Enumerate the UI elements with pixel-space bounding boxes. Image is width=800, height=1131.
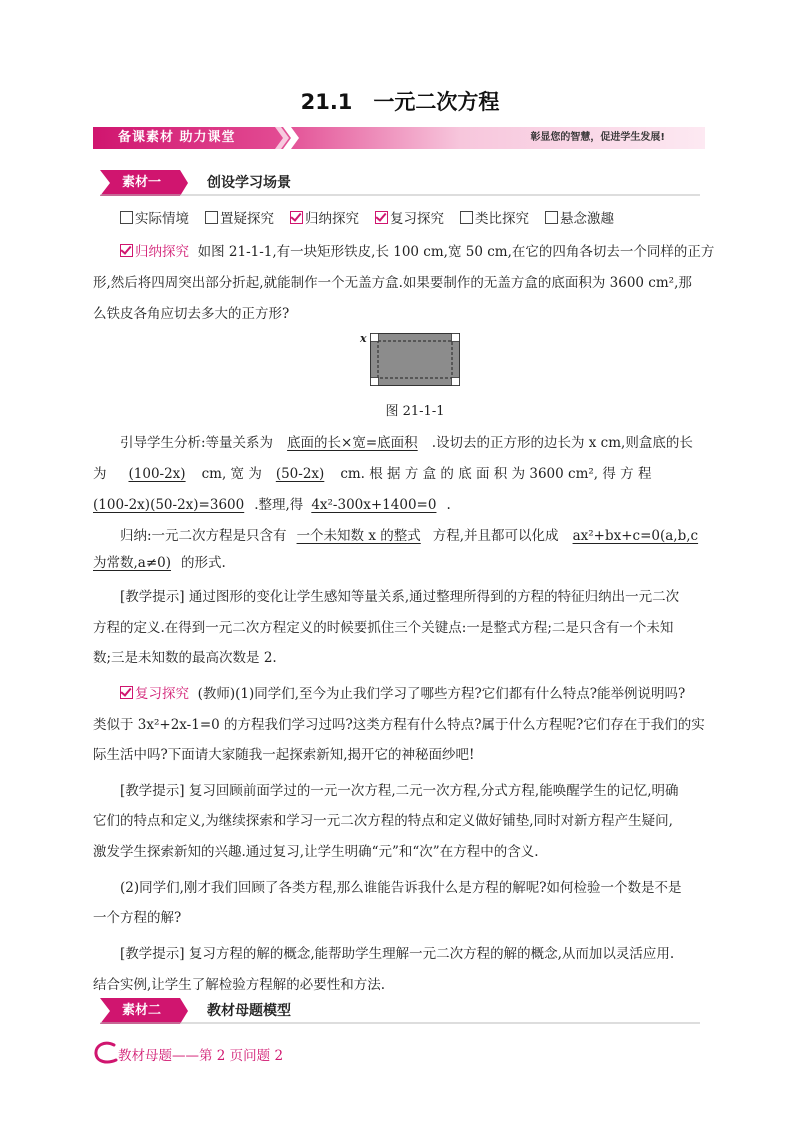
checkbox-icon[interactable]	[120, 211, 133, 224]
section-header-1	[100, 170, 700, 196]
section-1-title: 创设学习场景	[207, 175, 291, 191]
paragraph-2-line-2: 为 (100-2x) cm, 宽 为 (50-2x) cm. 根 据 方 盒 的 底 面 积 为 3600 cm², 得 方 程	[93, 466, 652, 482]
checked-checkbox-icon[interactable]	[290, 211, 303, 224]
checkbox-item-5[interactable]: 类比探究	[460, 211, 529, 227]
checked-checkbox-icon[interactable]	[375, 211, 388, 224]
section-1-tag: 素材一	[122, 175, 162, 190]
paragraph-4-line-3: 数;三是未知数的最高次数是 2.	[93, 650, 277, 666]
banner-label: 备课素材 助力课堂	[118, 130, 236, 145]
checkbox-icon[interactable]	[205, 211, 218, 224]
checkbox-row	[120, 209, 630, 229]
paragraph-8-line-2: 结合实例,让学生了解检验方程解的必要性和方法.	[93, 977, 386, 993]
banner-slogan: 彰显您的智慧，促进学生发展!	[530, 132, 665, 143]
paragraph-5-line-3: 际生活中吗?下面请大家随我一起探索新知,揭开它的神秘面纱吧!	[93, 747, 475, 763]
paragraph-3-line-1: 归纳:一元二次方程是只含有 一个未知数 x 的整式 方程,并且都可以化成 ax²+bx+c=0(a,b,c	[120, 528, 699, 544]
paragraph-6-line-3: 激发学生探索新知的兴趣.通过复习,让学生明确“元”和“次”在方程中的含义.	[93, 844, 539, 860]
paragraph-1-line-2: 形,然后将四周突出部分折起,就能制作一个无盖方盒.如果要制作的无盖方盒的底面积为 3600 cm²,那	[93, 275, 692, 291]
figure-caption: 图 21-1-1	[385, 404, 445, 419]
paragraph-6-line-1: [教学提示] 复习回顾前面学过的一元一次方程,二元一次方程,分式方程,能唤醒学生的记忆,明确	[120, 783, 679, 799]
paragraph-3-line-2: 为常数,a≠0) 的形式.	[93, 555, 226, 571]
checked-checkbox-icon	[120, 686, 133, 699]
paragraph-1-line-3: 么铁皮各角应切去多大的正方形?	[93, 306, 290, 322]
paragraph-2-line-3: (100-2x)(50-2x)=3600 .整理,得 4x²-300x+1400=0 .	[93, 497, 451, 513]
checked-checkbox-icon	[120, 244, 133, 257]
checkbox-icon[interactable]	[460, 211, 473, 224]
checkbox-item-2[interactable]: 置疑探究	[205, 211, 274, 227]
paragraph-7-line-2: 一个方程的解?	[93, 910, 182, 926]
paragraph-5-line-1: 复习探究 (教师)(1)同学们,至今为止我们学习了哪些方程?它们都有什么特点?能举例说明吗?	[120, 684, 707, 704]
paragraph-6-line-2: 它们的特点和定义,为继续探索和学习一元二次方程的特点和定义做好铺垫,同时对新方程产生疑问,	[93, 813, 673, 829]
checkbox-icon[interactable]	[545, 211, 558, 224]
checkbox-item-4[interactable]: 复习探究	[375, 211, 444, 227]
paragraph-8-line-1: [教学提示] 复习方程的解的概念,能帮助学生理解一元二次方程的解的概念,从而加以灵活应用.	[120, 946, 675, 962]
checkbox-item-1[interactable]: 实际情境	[120, 211, 189, 227]
section-2-title: 教材母题模型	[207, 1003, 291, 1019]
section-header-2	[100, 998, 700, 1024]
footer-reference: 教材母题——第 2 页问题 2	[118, 1048, 284, 1064]
checkbox-item-3[interactable]: 归纳探究	[290, 211, 359, 227]
paragraph-1-line-1: 归纳探究 如图 21-1-1,有一块矩形铁皮,长 100 cm,宽 50 cm,在它的四角各切去一个同样的正方	[120, 242, 707, 262]
page-title: 21.1 一元二次方程	[300, 90, 500, 114]
paragraph-4-line-2: 方程的定义.在得到一元二次方程定义的时候要抓住三个关键点:一是整式方程;二是只含有一个未知	[93, 620, 674, 636]
checkbox-item-6[interactable]: 悬念激趣	[545, 211, 614, 227]
figure-x-label: x	[360, 332, 367, 345]
paragraph-4-line-1: [教学提示] 通过图形的变化让学生感知等量关系,通过整理所得到的方程的特征归纳出一元二次	[120, 589, 680, 605]
paragraph-7-line-1: (2)同学们,刚才我们回顾了各类方程,那么谁能告诉我什么是方程的解呢?如何检验一个数是不是	[120, 880, 682, 896]
paragraph-5-line-2: 类似于 3x²+2x-1=0 的方程我们学习过吗?这类方程有什么特点?属于什么方程呢?它们存在于我们的实	[93, 717, 705, 733]
figure-rectangle-diagram	[370, 333, 460, 386]
paragraph-2-line-1: 引导学生分析:等量关系为 底面的长×宽=底面积 .设切去的正方形的边长为 x cm,则盒底的长	[120, 435, 693, 451]
section-2-tag: 素材二	[122, 1003, 162, 1018]
